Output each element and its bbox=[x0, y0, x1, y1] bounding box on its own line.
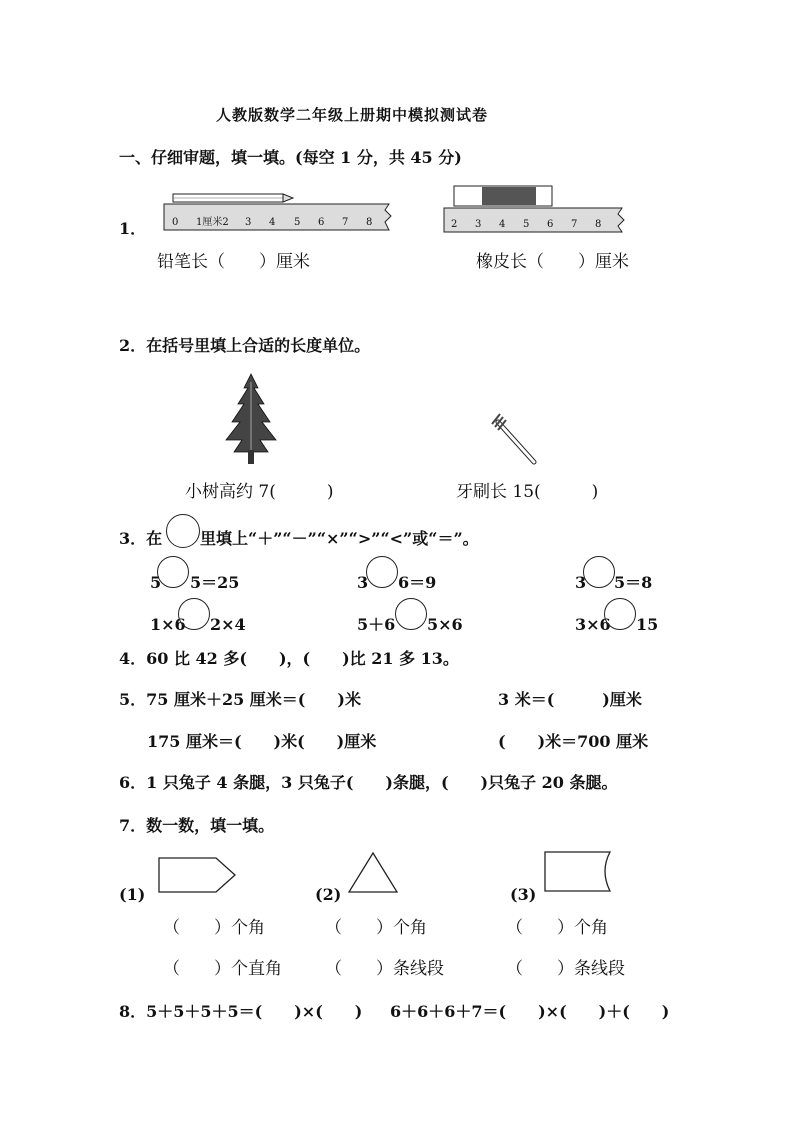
q3-prompt-start: 3．在 bbox=[119, 529, 163, 548]
eraser-ruler-figure bbox=[442, 186, 632, 236]
q7-prompt: 7．数一数，填一填。 bbox=[119, 816, 275, 835]
shape-label: (1) bbox=[119, 885, 146, 904]
q3-item-left: 1×6 bbox=[150, 615, 186, 634]
ruler2-tick: 2 bbox=[451, 219, 458, 230]
q4-text: 4．60 比 42 多( )，( )比 21 多 13。 bbox=[119, 649, 459, 668]
answer-circle[interactable] bbox=[366, 556, 398, 588]
q7-angles: （ ）个角 bbox=[506, 918, 608, 938]
q3-item-right: 6＝9 bbox=[398, 573, 437, 592]
section-heading: 一、仔细审题，填一填。(每空 1 分，共 45 分) bbox=[119, 148, 462, 167]
eraser-length-question: 橡皮长（ ）厘米 bbox=[476, 252, 629, 272]
curved-rectangle-shape bbox=[544, 851, 614, 893]
q3-item-right: 5＝25 bbox=[190, 573, 240, 592]
ruler2-tick: 3 bbox=[475, 219, 482, 230]
q5-d: ( )米＝700 厘米 bbox=[498, 732, 649, 751]
tree-height-question: 小树高约 7( ) bbox=[185, 482, 334, 502]
ruler2-tick: 6 bbox=[547, 219, 554, 230]
q8-b: 6＋6＋6＋7＝( )×( )＋( ) bbox=[390, 1002, 670, 1021]
shape-label: (2) bbox=[315, 885, 342, 904]
q3-item-right: 2×4 bbox=[210, 615, 246, 634]
q3-item-left: 3×6 bbox=[575, 615, 611, 634]
q3-item-left: 3 bbox=[357, 573, 369, 592]
pencil-icon bbox=[173, 194, 293, 202]
pentagon-arrow-shape bbox=[158, 857, 238, 895]
triangle-shape bbox=[347, 852, 399, 894]
answer-circle[interactable] bbox=[583, 556, 615, 588]
ruler2-tick: 8 bbox=[595, 219, 602, 230]
q3-item-right: 5＝8 bbox=[614, 573, 653, 592]
shape-label: (3) bbox=[510, 885, 537, 904]
q7-angles: （ ）个角 bbox=[163, 918, 265, 938]
q7-right-angles: （ ）个直角 bbox=[163, 959, 282, 979]
answer-circle[interactable] bbox=[604, 598, 636, 630]
eraser-icon bbox=[454, 186, 552, 206]
ruler1-tick: 7 bbox=[342, 217, 349, 228]
ruler1-tick: 8 bbox=[366, 217, 373, 228]
ruler1-tick: 5 bbox=[294, 217, 301, 228]
q3-item-left: 5 bbox=[150, 573, 162, 592]
q3-item-right: 15 bbox=[636, 615, 659, 634]
ruler2-tick: 7 bbox=[571, 219, 578, 230]
page-title: 人教版数学二年级上册期中模拟测试卷 bbox=[216, 106, 489, 124]
ruler1-tick: 0 bbox=[172, 217, 179, 228]
q7-segments: （ ）条线段 bbox=[506, 959, 625, 979]
blank-circle-icon bbox=[166, 514, 200, 548]
q8-a: 8．5＋5＋5＋5＝( )×( ) bbox=[119, 1002, 363, 1021]
ruler1-tick: 4 bbox=[269, 217, 276, 228]
toothbrush-length-question: 牙刷长 15( ) bbox=[456, 482, 599, 502]
toothbrush-icon bbox=[490, 412, 542, 468]
pencil-length-question: 铅笔长（ ）厘米 bbox=[157, 252, 310, 272]
answer-circle[interactable] bbox=[157, 556, 189, 588]
ruler1-tick: 3 bbox=[245, 217, 252, 228]
q5-b: 3 米＝( )厘米 bbox=[498, 690, 642, 709]
ruler1-tick: 1厘米2 bbox=[196, 217, 229, 228]
q3-prompt-end: 里填上“＋”“－”“×”“>”“<”或“＝”。 bbox=[200, 529, 479, 548]
q3-item-right: 5×6 bbox=[427, 615, 463, 634]
ruler2-tick: 5 bbox=[523, 219, 530, 230]
q3-item-left: 5＋6 bbox=[357, 615, 396, 634]
answer-circle[interactable] bbox=[178, 598, 210, 630]
q2-prompt: 2．在括号里填上合适的长度单位。 bbox=[119, 336, 371, 355]
q6-text: 6．1 只兔子 4 条腿，3 只兔子( )条腿，( )只兔子 20 条腿。 bbox=[119, 773, 618, 792]
q5-a: 5．75 厘米＋25 厘米＝( )米 bbox=[119, 690, 361, 709]
q7-angles: （ ）个角 bbox=[325, 918, 427, 938]
q1-number: 1． bbox=[119, 219, 147, 238]
answer-circle[interactable] bbox=[395, 598, 427, 630]
q7-segments: （ ）条线段 bbox=[325, 959, 444, 979]
q3-item-left: 3 bbox=[575, 573, 587, 592]
tree-icon bbox=[222, 374, 280, 466]
ruler1-tick: 6 bbox=[318, 217, 325, 228]
ruler2-tick: 4 bbox=[499, 219, 506, 230]
q5-c: 175 厘米＝( )米( )厘米 bbox=[147, 732, 377, 751]
